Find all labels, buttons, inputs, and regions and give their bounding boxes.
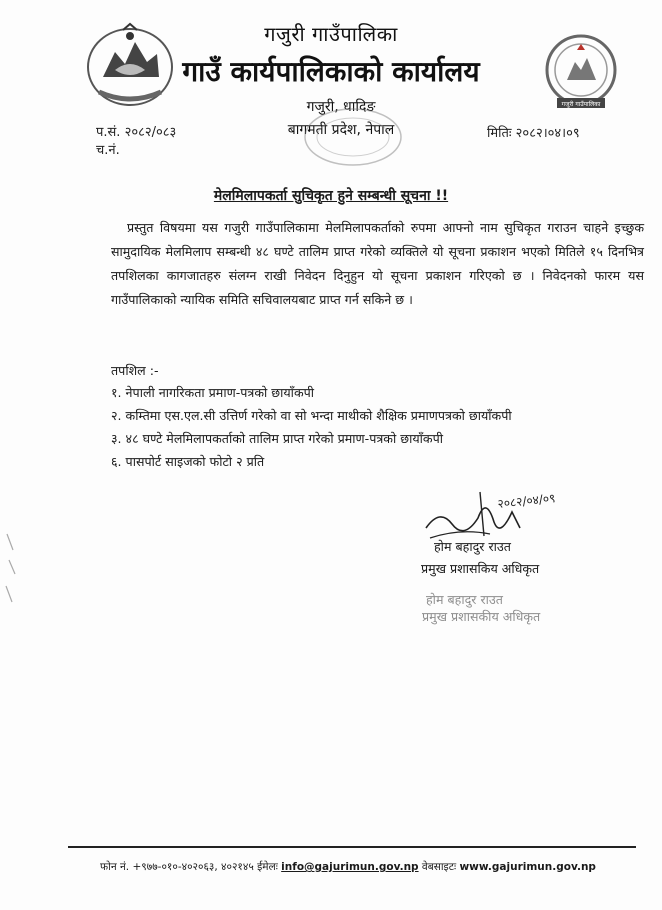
office-stamp-icon [298, 104, 408, 170]
list-item: १. नेपाली नागरिकता प्रमाण-पत्रको छायाँकपी [111, 385, 315, 400]
notice-body: प्रस्तुत विषयमा यस गजुरी गाउँपालिकामा मेलमिलापकर्ताको रुपमा आफ्नो नाम सुचिकृत गराउन चाहने इच्छुक सामुदायिक मेलमिलाप सम्बन्धी ४८ घण्टे तालिम प्राप्त गरेको व्यक्तिले यो सूचना प्रकाशन भएको मितिले १५ दिनभित्र तपशिलका कागजातहरु संलग्न राखी निवेदन दिनुहुन यो सूचना प्रकाशन गरिएको छ । निवेदनको फारम यस गाउँपालिकाको न्यायिक समिति सचिवालयबाट प्राप्त गर्न सकिने छ । [111, 220, 644, 307]
signature-date: २०८२/०४/०९ [496, 490, 557, 511]
dispatch-number: च.नं. [96, 143, 120, 158]
list-item: ३. ४८ घण्टे मेलमिलापकर्ताको तालिम प्राप्त गरेको प्रमाण-पत्रको छायाँकपी [111, 431, 443, 446]
footer-website-link[interactable]: www.gajurimun.gov.np [459, 861, 596, 873]
footer-contact [100, 860, 596, 874]
office-province: बागमती प्रदेश, नेपाल [287, 122, 395, 138]
signature-stamp [422, 591, 572, 631]
logo-caption: गजुरी गाउँपालिका [561, 101, 601, 108]
footer-website-label: वेबसाइटः [421, 861, 457, 873]
footer-email-link[interactable]: info@gajurimun.gov.np [281, 861, 419, 873]
signer-name: होम बहादुर राउत [434, 539, 511, 554]
municipality-name: गजुरी गाउँपालिका [264, 22, 398, 46]
reference-number: प.सं. २०८२/०८३ [96, 125, 177, 140]
stamp-name: होम बहादुर राउत [426, 592, 503, 607]
list-heading: तपशिल :- [111, 363, 159, 378]
office-location: गजुरी, धादिङ [306, 99, 376, 115]
signer-title: प्रमुख प्रशासकिय अधिकृत [421, 561, 540, 576]
list-item: ६. पासपोर्ट साइजको फोटो २ प्रति [111, 454, 265, 469]
stamp-title: प्रमुख प्रशासकीय अधिकृत [422, 609, 541, 624]
office-name: गाउँ कार्यपालिकाको कार्यालय [182, 55, 480, 88]
requirements-list [111, 381, 512, 473]
notice-subject: मेलमिलापकर्ता सुचिकृत हुने सम्बन्धी सूचना !! [213, 188, 449, 204]
scan-edge-mark [3, 530, 19, 610]
list-item: २. कम्तिमा एस.एल.सी उत्तिर्ण गरेको वा सो भन्दा माथीको शैक्षिक प्रमाणपत्रको छायाँकपी [111, 408, 512, 423]
footer-divider [68, 846, 636, 848]
municipality-logo-icon [541, 32, 621, 112]
footer-phone: फोन नं. +९७७-०१०-४०२०६३, ४०२१४५ ईमेलः [100, 861, 278, 873]
notice-date: मितिः २०८२।०४।०९ [487, 126, 580, 141]
